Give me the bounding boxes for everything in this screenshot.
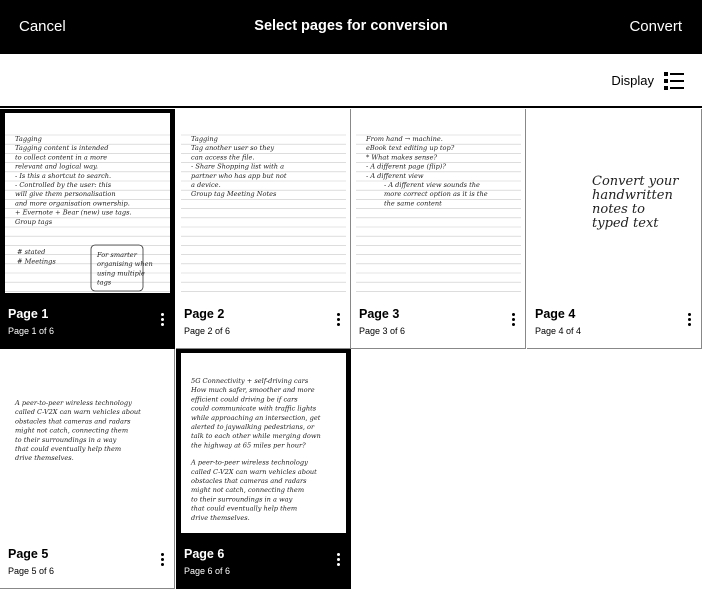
- handwritten-line: while approaching an intersection, get: [191, 413, 321, 422]
- handwritten-line: Group tag Meeting Notes: [191, 190, 277, 199]
- page-thumbnail[interactable]: [356, 113, 521, 293]
- handwritten-page-image: [532, 113, 697, 293]
- handwritten-line: notes to: [592, 202, 645, 217]
- handwritten-line: more correct option as it is the: [384, 190, 488, 199]
- page-count: Page 1 of 6: [8, 326, 55, 336]
- page-thumbnail[interactable]: [532, 113, 697, 293]
- handwritten-line: can access the file.: [191, 153, 255, 162]
- handwritten-line: Tagging: [191, 135, 218, 143]
- handwritten-line: obstacles that cameras and radars: [191, 477, 307, 485]
- handwritten-line: talk to each other while merging down: [191, 432, 321, 441]
- page-count: Page 2 of 6: [184, 326, 231, 336]
- display-label: Display: [611, 73, 654, 88]
- page-name: Page 6: [184, 547, 225, 561]
- handwritten-line: - Is this a shortcut to search.: [15, 171, 112, 180]
- page-title: Select pages for conversion: [254, 18, 448, 34]
- handwritten-line: - A different view sounds the: [384, 181, 480, 189]
- handwritten-line: to their surroundings in a way: [15, 435, 117, 444]
- handwritten-line: For smarter: [97, 251, 137, 259]
- more-options-icon[interactable]: [507, 312, 519, 328]
- convert-button[interactable]: Convert: [629, 18, 682, 35]
- handwritten-line: called C-V2X can warn vehicles about: [15, 408, 141, 417]
- page-tile-5[interactable]: [0, 349, 175, 589]
- page-count: Page 6 of 6: [184, 566, 231, 576]
- handwritten-line: - A different page (flip)?: [366, 162, 446, 171]
- handwritten-line: that could eventually help them: [15, 445, 122, 453]
- handwritten-line: using multiple: [97, 269, 145, 278]
- handwritten-line: Tag another user so they: [191, 144, 275, 153]
- page-count: Page 3 of 6: [359, 326, 406, 336]
- more-options-icon[interactable]: [332, 552, 344, 568]
- handwritten-line: 5G Connectivity + self-driving cars: [191, 377, 309, 385]
- handwritten-line: drive themselves.: [191, 513, 250, 522]
- handwritten-line: might not catch, connecting them: [15, 426, 129, 435]
- more-options-icon[interactable]: [156, 312, 168, 328]
- cancel-button[interactable]: Cancel: [19, 18, 66, 35]
- handwritten-line: - Controlled by the user: this: [15, 181, 112, 189]
- page-tile-6[interactable]: [176, 349, 351, 589]
- handwritten-page-image: [5, 113, 170, 293]
- handwritten-line: # Meetings: [17, 257, 56, 266]
- handwritten-line: tags: [97, 278, 112, 287]
- handwritten-line: the highway at 65 miles per hour?: [191, 441, 306, 450]
- handwritten-line: that could eventually help them: [191, 504, 298, 513]
- handwritten-line: alerted to jaywalking pedestrians, or: [191, 423, 315, 431]
- handwritten-line: to collect content in a more: [15, 153, 108, 162]
- handwritten-line: handwritten: [592, 188, 673, 203]
- list-icon[interactable]: [664, 71, 684, 91]
- handwritten-line: Tagging: [15, 135, 42, 143]
- page-name: Page 3: [359, 307, 400, 321]
- display-toolbar: [0, 54, 702, 108]
- handwritten-line: A peer-to-peer wireless technology: [191, 458, 308, 467]
- handwritten-line: and more organisation ownership.: [15, 199, 130, 208]
- page-count: Page 4 of 4: [535, 326, 582, 336]
- handwritten-line: the same content: [384, 199, 442, 208]
- handwritten-line: Convert your: [592, 174, 679, 189]
- page-name: Page 4: [535, 307, 576, 321]
- more-options-icon[interactable]: [332, 312, 344, 328]
- page-tile-1[interactable]: [0, 109, 175, 349]
- page-thumbnail[interactable]: [5, 353, 170, 533]
- page-tile-4[interactable]: [527, 109, 702, 349]
- handwritten-line: drive themselves.: [15, 454, 74, 463]
- handwritten-line: * What makes sense?: [366, 153, 438, 162]
- page-tile-3[interactable]: [351, 109, 526, 349]
- page-tile-2[interactable]: [176, 109, 351, 349]
- more-options-icon[interactable]: [156, 552, 168, 568]
- handwritten-line: will give them personalisation: [15, 190, 116, 199]
- handwritten-line: relevant and logical way.: [15, 162, 98, 171]
- handwritten-line: organising when: [97, 260, 153, 269]
- handwritten-line: - Share Shopping list with a: [191, 162, 285, 171]
- page-count: Page 5 of 6: [8, 566, 55, 576]
- more-options-icon[interactable]: [683, 312, 695, 328]
- handwritten-line: might not catch, connecting them: [191, 486, 305, 495]
- handwritten-line: Tagging content is intended: [15, 144, 109, 153]
- handwritten-page-image: [356, 113, 521, 293]
- handwritten-line: # stated: [17, 248, 46, 257]
- page-thumbnail[interactable]: [181, 353, 346, 533]
- handwritten-line: From hand → machine.: [366, 135, 443, 143]
- page-name: Page 2: [184, 307, 225, 321]
- page-name: Page 1: [8, 307, 49, 321]
- handwritten-line: eBook text editing up top?: [366, 144, 455, 153]
- handwritten-line: obstacles that cameras and radars: [15, 417, 131, 426]
- handwritten-line: could communicate with traffic lights: [191, 404, 317, 413]
- handwritten-page-image: [181, 353, 346, 533]
- handwritten-line: partner who has app but not: [191, 171, 287, 180]
- page-name: Page 5: [8, 547, 49, 561]
- handwritten-line: a device.: [191, 181, 221, 189]
- handwritten-line: A peer-to-peer wireless technology: [15, 399, 132, 407]
- handwritten-line: typed text: [592, 216, 659, 231]
- page-thumbnail[interactable]: [181, 113, 346, 293]
- handwritten-line: - A different view: [366, 171, 424, 180]
- handwritten-page-image: [5, 353, 170, 533]
- handwritten-line: called C-V2X can warn vehicles about: [191, 467, 317, 476]
- handwritten-line: + Evernote + Bear (new) use tags.: [15, 208, 132, 217]
- handwritten-line: How much safer, smoother and more: [191, 386, 315, 395]
- handwritten-line: to their surroundings in a way: [191, 495, 293, 504]
- handwritten-page-image: [181, 113, 346, 293]
- page-thumbnail[interactable]: [5, 113, 170, 293]
- handwritten-line: efficient could driving be if cars: [191, 395, 298, 404]
- top-bar: [0, 0, 702, 54]
- handwritten-line: Group tags: [15, 217, 53, 226]
